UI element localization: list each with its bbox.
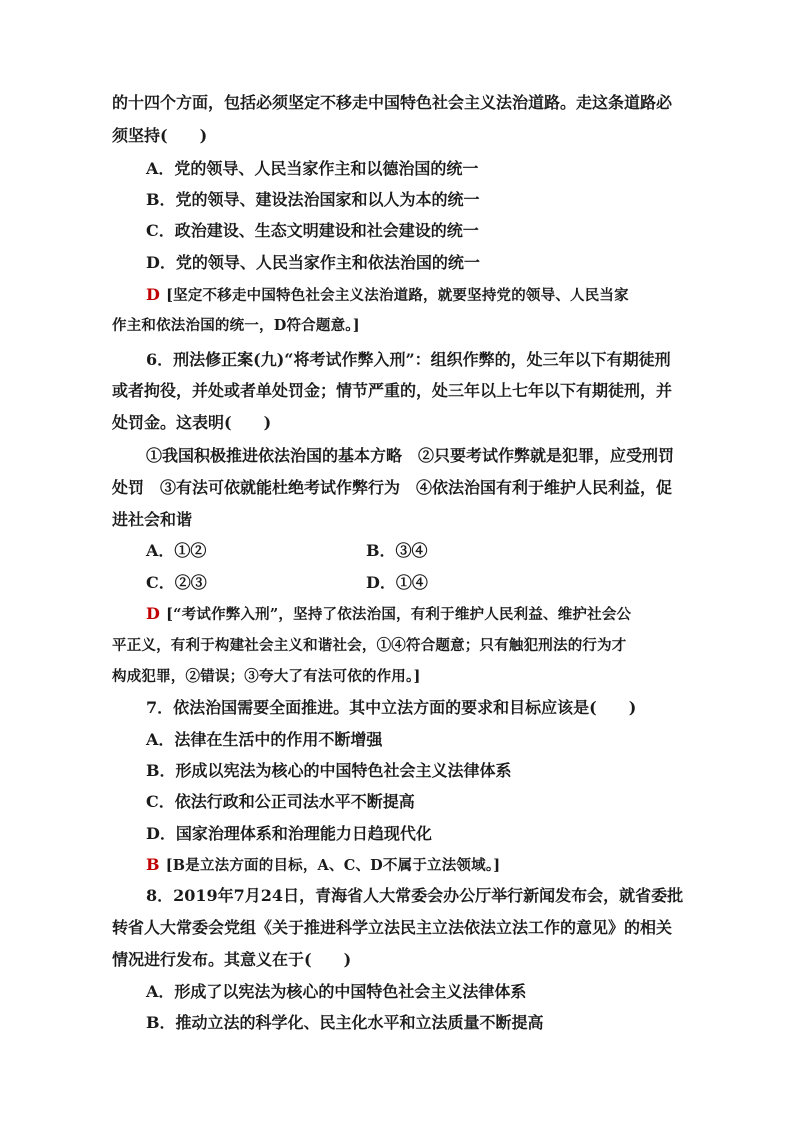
q6-explanation-line3: 构成犯罪，②错误；③夸大了有法可依的作用。] (112, 668, 421, 685)
q8-stem-line2: 转省人大常委会党组《关于推进科学立法民主立法依法立法工作的意见》的相关 (112, 918, 673, 937)
q5-option-b: B．党的领导、建设法治国家和以人为本的统一 (146, 190, 480, 209)
q7-answer: B (146, 855, 160, 874)
q5-stem-line1: 的十四个方面，包括必须坚定不移走中国特色社会主义法治道路。走这条道路必 (112, 93, 673, 112)
q8-option-a: A．形成了以宪法为核心的中国特色社会主义法律体系 (146, 982, 527, 1001)
q7-explanation-line1: B [B是立法方面的目标，A、C、D不属于立法领域。] (146, 855, 501, 874)
q6-option-d: D．①④ (366, 573, 428, 592)
q7-option-b: B．形成以宪法为核心的中国特色社会主义法律体系 (146, 761, 512, 780)
q5-answer: D (146, 285, 161, 304)
q7-stem-line1: 7．依法治国需要全面推进。其中立法方面的要求和目标应该是( ) (146, 698, 637, 717)
q8-stem-line1: 8．2019年7月24日，青海省人大常委会办公厅举行新闻发布会，就省委批 (146, 886, 684, 905)
q8-option-b: B．推动立法的科学化、民主化水平和立法质量不断提高 (146, 1013, 544, 1032)
q6-stem-line1: 6．刑法修正案(九)“将考试作弊入刑”：组织作弊的，处三年以下有期徒刑 (146, 350, 671, 369)
q7-option-d: D．国家治理体系和治理能力日趋现代化 (146, 824, 432, 843)
q6-option-a: A．①② (146, 541, 207, 560)
q6-answer: D (146, 604, 161, 623)
q5-option-d: D．党的领导、人民当家作主和依法治国的统一 (146, 253, 480, 272)
q5-stem-line2: 须坚持( ) (112, 126, 208, 145)
q5-option-a: A．党的领导、人民当家作主和以德治国的统一 (146, 159, 479, 178)
q6-options-row2 (146, 573, 596, 593)
q6-explanation-line1: D [“考试作弊入刑”，坚持了依法治国，有利于维护人民利益、维护社会公 (146, 604, 632, 623)
q6-option-c: C．②③ (146, 573, 207, 592)
q5-option-c: C．政治建设、生态文明建设和社会建设的统一 (146, 221, 479, 240)
q5-explanation-line1: D [坚定不移走中国特色社会主义法治道路，就要坚持党的领导、人民当家 (146, 285, 629, 304)
q7-option-c: C．依法行政和公正司法水平不断提高 (146, 792, 415, 811)
q6-items-line2: 处罚 ③有法可依就能杜绝考试作弊行为 ④依法治国有利于维护人民利益，促 (112, 478, 673, 497)
q6-items-line1: ①我国积极推进依法治国的基本方略 ②只要考试作弊就是犯罪，应受刑罚 (146, 446, 675, 465)
q6-option-b: B．③④ (366, 541, 428, 560)
q6-stem-line3: 处罚金。这表明( ) (112, 413, 272, 432)
q6-options-row1 (146, 541, 596, 561)
q6-stem-line2: 或者拘役，并处或者单处罚金；情节严重的，处三年以上七年以下有期徒刑，并 (112, 381, 673, 400)
q8-stem-line3: 情况进行发布。其意义在于( ) (112, 950, 352, 969)
q6-explanation-line2: 平正义，有利于构建社会主义和谐社会，①④符合题意；只有触犯刑法的行为才 (112, 637, 627, 654)
q7-option-a: A．法律在生活中的作用不断增强 (146, 730, 383, 749)
q5-explanation-line2: 作主和依法治国的统一，D符合题意。] (112, 317, 360, 334)
q6-items-line3: 进社会和谐 (112, 510, 193, 529)
